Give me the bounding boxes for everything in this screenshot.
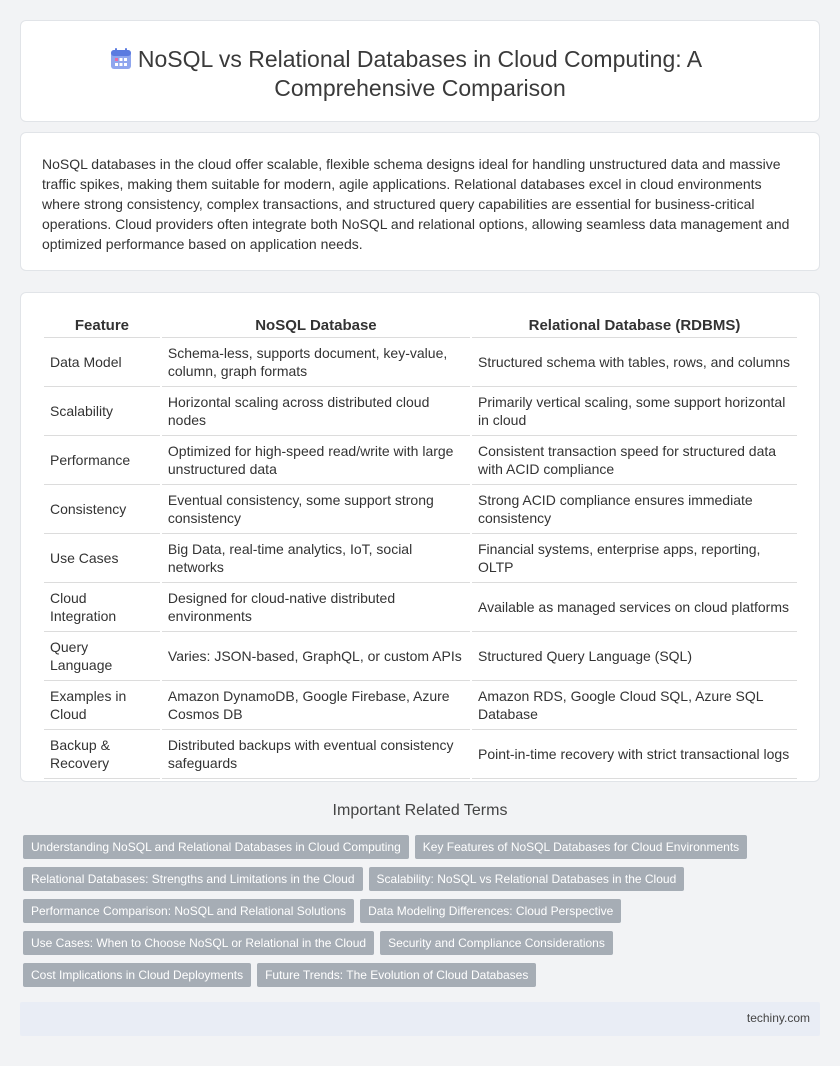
table-row bbox=[44, 681, 797, 730]
related-terms-heading: Important Related Terms bbox=[332, 802, 508, 819]
related-term-link[interactable]: Relational Databases: Strengths and Limitations in the Cloud bbox=[23, 867, 363, 891]
header-relational: Relational Database (RDBMS) bbox=[472, 314, 797, 338]
related-term-link[interactable]: Scalability: NoSQL vs Relational Databases in the Cloud bbox=[369, 867, 685, 891]
row-relational: Amazon RDS, Google Cloud SQL, Azure SQL Database bbox=[472, 681, 797, 730]
row-relational: Available as managed services on cloud platforms bbox=[472, 583, 797, 632]
tag-row bbox=[23, 963, 823, 987]
footer bbox=[20, 1002, 820, 1036]
row-feature: Consistency bbox=[44, 485, 160, 534]
row-nosql: Amazon DynamoDB, Google Firebase, Azure Cosmos DB bbox=[162, 681, 470, 730]
row-nosql: Horizontal scaling across distributed cloud nodes bbox=[162, 387, 470, 436]
row-feature: Backup & Recovery bbox=[44, 730, 160, 779]
row-relational: Point-in-time recovery with strict transactional logs bbox=[472, 730, 797, 779]
table-row bbox=[44, 632, 797, 681]
row-relational: Financial systems, enterprise apps, reporting, OLTP bbox=[472, 534, 797, 583]
row-relational: Consistent transaction speed for structured data with ACID compliance bbox=[472, 436, 797, 485]
row-relational: Structured Query Language (SQL) bbox=[472, 632, 797, 681]
related-term-link[interactable]: Use Cases: When to Choose NoSQL or Relational in the Cloud bbox=[23, 931, 374, 955]
related-term-link[interactable]: Data Modeling Differences: Cloud Perspective bbox=[360, 899, 621, 923]
row-nosql: Designed for cloud-native distributed environments bbox=[162, 583, 470, 632]
tag-row bbox=[23, 931, 823, 955]
related-term-link[interactable]: Performance Comparison: NoSQL and Relational Solutions bbox=[23, 899, 354, 923]
table-row bbox=[44, 534, 797, 583]
row-nosql: Varies: JSON-based, GraphQL, or custom APIs bbox=[162, 632, 470, 681]
row-feature: Examples in Cloud bbox=[44, 681, 160, 730]
row-nosql: Big Data, real-time analytics, IoT, social networks bbox=[162, 534, 470, 583]
comparison-table bbox=[42, 314, 799, 779]
row-nosql: Eventual consistency, some support strong consistency bbox=[162, 485, 470, 534]
related-term-link[interactable]: Security and Compliance Considerations bbox=[380, 931, 613, 955]
table-row bbox=[44, 583, 797, 632]
related-term-link[interactable]: Key Features of NoSQL Databases for Cloud Environments bbox=[415, 835, 747, 859]
row-feature: Data Model bbox=[44, 338, 160, 387]
row-feature: Query Language bbox=[44, 632, 160, 681]
header-feature: Feature bbox=[44, 314, 160, 338]
comparison-table-card bbox=[20, 292, 820, 782]
related-terms-list bbox=[23, 835, 823, 995]
row-relational: Primarily vertical scaling, some support horizontal in cloud bbox=[472, 387, 797, 436]
intro-paragraph: NoSQL databases in the cloud offer scalable, flexible schema designs ideal for handling unstructured data and massive traffic spikes, making them suitable for modern, agile applications. Relational databases excel in cloud environments where strong consistency, complex transactions, and structured query capabilities are essential for business-critical operations. Cloud providers often integrate both NoSQL and relational options, allowing seamless data management and optimized performance based on application needs. bbox=[42, 156, 790, 252]
table-row bbox=[44, 338, 797, 387]
header-nosql: NoSQL Database bbox=[162, 314, 470, 338]
site-name[interactable]: techiny.com bbox=[746, 1011, 810, 1025]
row-nosql: Optimized for high-speed read/write with large unstructured data bbox=[162, 436, 470, 485]
table-row bbox=[44, 436, 797, 485]
related-term-link[interactable]: Understanding NoSQL and Relational Databases in Cloud Computing bbox=[23, 835, 409, 859]
row-nosql: Distributed backups with eventual consistency safeguards bbox=[162, 730, 470, 779]
related-term-link[interactable]: Future Trends: The Evolution of Cloud Databases bbox=[257, 963, 536, 987]
tag-row bbox=[23, 835, 823, 859]
intro-card bbox=[20, 132, 820, 271]
row-feature: Use Cases bbox=[44, 534, 160, 583]
title-card bbox=[20, 20, 820, 122]
table-row bbox=[44, 387, 797, 436]
row-feature: Scalability bbox=[44, 387, 160, 436]
page-title: NoSQL vs Relational Databases in Cloud Computing: A Comprehensive Comparison bbox=[137, 46, 703, 101]
row-feature: Performance bbox=[44, 436, 160, 485]
row-nosql: Schema-less, supports document, key-value, column, graph formats bbox=[162, 338, 470, 387]
tag-row bbox=[23, 899, 823, 923]
row-relational: Strong ACID compliance ensures immediate consistency bbox=[472, 485, 797, 534]
row-feature: Cloud Integration bbox=[44, 583, 160, 632]
related-term-link[interactable]: Cost Implications in Cloud Deployments bbox=[23, 963, 251, 987]
table-header-row bbox=[44, 314, 797, 338]
row-relational: Structured schema with tables, rows, and columns bbox=[472, 338, 797, 387]
table-row bbox=[44, 730, 797, 779]
tag-row bbox=[23, 867, 823, 891]
table-row bbox=[44, 485, 797, 534]
